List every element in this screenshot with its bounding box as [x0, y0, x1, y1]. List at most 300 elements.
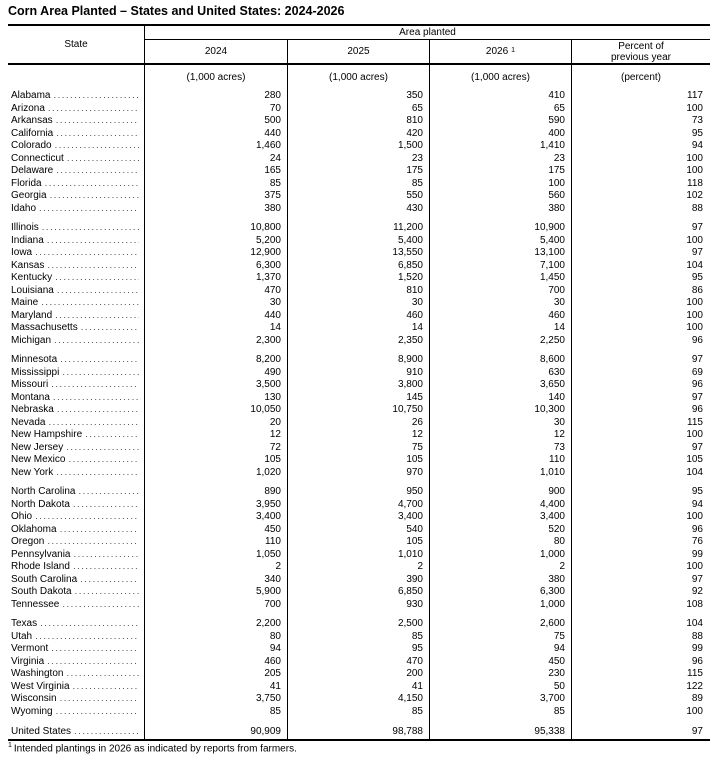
value-2024-cell: 130	[145, 392, 288, 405]
state-name: Tennessee	[11, 598, 60, 610]
state-name: New Mexico	[11, 454, 66, 465]
table-row	[8, 442, 710, 455]
value-2025-cell: 200	[288, 668, 430, 681]
spacer-cell	[430, 215, 572, 222]
value-2025-cell: 85	[288, 178, 430, 191]
value-2025-cell: 470	[288, 656, 430, 669]
dotted-leader	[73, 549, 139, 562]
value-2024-cell: 30	[145, 297, 288, 310]
table-row	[8, 586, 710, 599]
column-header-2025	[288, 40, 430, 63]
value-2025-cell: 10,750	[288, 404, 430, 417]
spacer-cell	[430, 718, 572, 726]
table-row	[8, 574, 710, 587]
state-name-cell	[8, 417, 145, 430]
table-row	[8, 417, 710, 430]
state-name: Nevada	[11, 416, 46, 428]
state-name: Pennsylvania	[11, 548, 71, 560]
state-name-cell	[8, 335, 145, 348]
state-name-cell	[8, 656, 145, 669]
value-2026-cell: 140	[430, 392, 572, 405]
value-2026-cell: 100	[430, 178, 572, 191]
percent-cell: 104	[686, 618, 703, 629]
state-name: Oklahoma	[11, 523, 57, 535]
value-2026-cell: 8,600	[430, 354, 572, 367]
percent-cell: 86	[691, 284, 703, 296]
value-2024-cell: 24	[145, 153, 288, 166]
state-name-cell	[8, 285, 145, 298]
table-row	[8, 524, 710, 537]
state-name: North Dakota	[11, 498, 70, 510]
table-row	[8, 404, 710, 417]
spacer-cell	[288, 611, 430, 618]
percent-cell: 100	[686, 152, 703, 164]
value-2026-cell: 3,650	[430, 379, 572, 392]
table-row	[8, 681, 710, 694]
value-2026-cell: 12	[430, 429, 572, 442]
value-2024-cell: 105	[145, 454, 288, 467]
value-2025-cell: 175	[288, 165, 430, 178]
table-row	[8, 599, 710, 612]
dotted-leader	[35, 631, 139, 644]
state-name-cell	[8, 706, 145, 719]
dotted-leader	[53, 392, 139, 405]
value-2026-cell: 14	[430, 322, 572, 335]
spacer-row	[8, 611, 710, 618]
value-2026-cell: 380	[430, 574, 572, 587]
dotted-leader	[35, 511, 139, 524]
state-name-cell	[8, 90, 145, 103]
value-2026-cell: 80	[430, 536, 572, 549]
spacer-cell	[288, 479, 430, 486]
state-name: Utah	[11, 630, 33, 642]
table-row	[8, 618, 710, 631]
value-2025-cell: 1,500	[288, 140, 430, 153]
dotted-leader	[51, 379, 139, 392]
value-2024-cell: 70	[145, 103, 288, 116]
percent-header-line2: previous year	[610, 51, 672, 63]
percent-cell: 88	[691, 630, 703, 642]
state-name: South Dakota	[11, 586, 72, 597]
dotted-leader	[54, 335, 139, 348]
state-name-cell	[8, 272, 145, 285]
value-2024-cell: 110	[145, 536, 288, 549]
spacer-cell	[572, 479, 710, 486]
spacer-cell	[145, 611, 288, 618]
dotted-leader	[78, 486, 139, 499]
table-row	[8, 467, 710, 480]
dotted-leader	[56, 706, 139, 719]
value-2025-cell: 65	[288, 103, 430, 116]
percent-cell: 97	[691, 573, 703, 585]
percent-cell: 95	[691, 127, 703, 139]
value-2025-cell: 420	[288, 128, 430, 141]
table-row	[8, 726, 710, 739]
value-2025-cell: 350	[288, 90, 430, 103]
table-row	[8, 297, 710, 310]
state-name: New Hampshire	[11, 429, 83, 440]
percent-cell: 122	[686, 680, 703, 692]
dotted-leader	[40, 618, 139, 631]
percent-cell: 105	[686, 454, 703, 465]
spacer-cell	[145, 347, 288, 354]
percent-cell: 100	[686, 102, 703, 114]
state-name: New York	[11, 466, 54, 478]
value-2024-cell: 8,200	[145, 354, 288, 367]
value-2025-cell: 26	[288, 417, 430, 430]
value-2024-cell: 700	[145, 599, 288, 612]
dotted-leader	[42, 222, 139, 235]
spacer-cell	[572, 718, 710, 726]
value-2024-cell: 6,300	[145, 260, 288, 273]
state-name-cell	[8, 247, 145, 260]
state-name: Arizona	[11, 102, 45, 114]
footnote	[8, 742, 297, 754]
value-2024-cell: 5,200	[145, 235, 288, 248]
state-name: Massachusetts	[11, 322, 78, 333]
spacer-row	[8, 347, 710, 354]
value-2025-cell: 145	[288, 392, 430, 405]
state-name: Colorado	[11, 140, 52, 151]
table-bottom-rule	[8, 739, 710, 741]
dotted-leader	[60, 524, 139, 537]
value-2025-cell: 3,800	[288, 379, 430, 392]
year-2025-label: 2025	[347, 46, 370, 57]
state-name-cell	[8, 681, 145, 694]
column-header-percent	[572, 40, 710, 63]
state-name: Michigan	[11, 334, 52, 346]
value-2025-cell: 75	[288, 442, 430, 455]
value-2026-cell: 7,100	[430, 260, 572, 273]
table-row	[8, 643, 710, 656]
state-column-header: State	[8, 26, 145, 63]
value-2026-cell: 85	[430, 706, 572, 719]
value-2024-cell: 2,200	[145, 618, 288, 631]
footnote-marker: 1	[511, 47, 516, 54]
column-header-2026	[430, 40, 572, 63]
state-name: Rhode Island	[11, 561, 70, 572]
state-name-cell	[8, 140, 145, 153]
percent-cell: 97	[691, 726, 703, 737]
spacer-cell	[572, 611, 710, 618]
dotted-leader	[57, 404, 139, 417]
value-2024-cell: 460	[145, 656, 288, 669]
value-2024-cell: 12	[145, 429, 288, 442]
percent-cell: 95	[691, 486, 703, 497]
state-name: Wisconsin	[11, 693, 57, 704]
state-name: California	[11, 127, 54, 139]
state-name: Alabama	[11, 90, 51, 101]
percent-cell: 102	[686, 190, 703, 201]
state-name: Mississippi	[11, 366, 60, 378]
value-2026-cell: 13,100	[430, 247, 572, 260]
percent-cell: 108	[686, 598, 703, 610]
dotted-leader	[81, 322, 139, 335]
value-2026-cell: 630	[430, 367, 572, 380]
table-row	[8, 367, 710, 380]
year-2026-label: 2026	[485, 46, 509, 57]
value-2024-cell: 80	[145, 631, 288, 644]
state-name-cell	[8, 726, 145, 739]
dotted-leader	[60, 693, 139, 706]
dotted-leader	[57, 285, 139, 298]
value-2025-cell: 14	[288, 322, 430, 335]
value-2024-cell: 85	[145, 706, 288, 719]
value-2026-cell: 560	[430, 190, 572, 203]
corn-area-planted-table	[8, 24, 710, 741]
percent-cell: 99	[691, 643, 703, 654]
value-2026-cell: 1,450	[430, 272, 572, 285]
state-name-cell	[8, 429, 145, 442]
value-2024-cell: 3,750	[145, 693, 288, 706]
value-2026-cell: 2	[430, 561, 572, 574]
state-name: Idaho	[11, 202, 37, 214]
value-2026-cell: 400	[430, 128, 572, 141]
state-name-cell	[8, 260, 145, 273]
spacer-row	[8, 479, 710, 486]
value-2024-cell: 340	[145, 574, 288, 587]
state-name: Kentucky	[11, 272, 53, 283]
state-name-cell	[8, 379, 145, 392]
value-2024-cell: 165	[145, 165, 288, 178]
state-name: Arkansas	[11, 115, 53, 126]
state-name: Maryland	[11, 309, 53, 321]
dotted-leader	[56, 467, 139, 480]
value-2026-cell: 175	[430, 165, 572, 178]
report-title: Corn Area Planted – States and United States: 2024-2026	[8, 4, 345, 18]
table-row	[8, 486, 710, 499]
value-2026-cell: 230	[430, 668, 572, 681]
percent-cell: 100	[686, 511, 703, 522]
state-name: Wyoming	[11, 705, 53, 717]
value-2026-cell: 900	[430, 486, 572, 499]
value-2026-cell: 65	[430, 103, 572, 116]
dotted-leader	[73, 561, 139, 574]
state-name: Washington	[11, 668, 64, 679]
percent-cell: 96	[691, 655, 703, 667]
value-2024-cell: 1,370	[145, 272, 288, 285]
dotted-leader	[47, 235, 139, 248]
value-2026-cell: 10,300	[430, 404, 572, 417]
percent-cell: 99	[691, 548, 703, 560]
footnote-text: Intended plantings in 2026 as indicated by reports from farmers.	[13, 743, 297, 755]
state-name-cell	[8, 203, 145, 216]
spacer-cell	[8, 347, 145, 354]
dotted-leader	[47, 536, 139, 549]
value-2025-cell: 390	[288, 574, 430, 587]
table-row	[8, 693, 710, 706]
state-name-cell	[8, 128, 145, 141]
state-name-cell	[8, 235, 145, 248]
percent-cell: 100	[686, 322, 703, 333]
spacer-cell	[288, 215, 430, 222]
value-2025-cell: 30	[288, 297, 430, 310]
value-2025-cell: 98,788	[288, 726, 430, 739]
spacer-row	[8, 718, 710, 726]
table-header	[8, 24, 710, 65]
table-row	[8, 222, 710, 235]
table-row	[8, 165, 710, 178]
spacer-cell	[430, 479, 572, 486]
value-2025-cell: 4,150	[288, 693, 430, 706]
dotted-leader	[66, 668, 139, 681]
table-row	[8, 103, 710, 116]
state-name: Kansas	[11, 259, 45, 271]
dotted-leader	[67, 153, 139, 166]
table-row	[8, 140, 710, 153]
value-2024-cell: 85	[145, 178, 288, 191]
state-name-cell	[8, 561, 145, 574]
value-2026-cell: 1,010	[430, 467, 572, 480]
value-2024-cell: 14	[145, 322, 288, 335]
state-name-cell	[8, 668, 145, 681]
dotted-leader	[47, 260, 139, 273]
value-2026-cell: 6,300	[430, 586, 572, 599]
state-name: Georgia	[11, 190, 47, 201]
percent-cell: 100	[686, 429, 703, 440]
percent-cell: 96	[691, 334, 703, 346]
state-name: Montana	[11, 391, 50, 403]
state-name: Florida	[11, 177, 42, 189]
table-row	[8, 178, 710, 191]
value-2026-cell: 380	[430, 203, 572, 216]
table-row	[8, 322, 710, 335]
table-row	[8, 235, 710, 248]
dotted-leader	[66, 442, 139, 455]
value-2025-cell: 810	[288, 115, 430, 128]
percent-cell: 104	[686, 466, 703, 478]
value-2024-cell: 2	[145, 561, 288, 574]
value-2026-cell: 2,600	[430, 618, 572, 631]
percent-cell: 97	[691, 222, 703, 233]
table-row	[8, 454, 710, 467]
state-name-cell	[8, 190, 145, 203]
value-2025-cell: 950	[288, 486, 430, 499]
table-row	[8, 668, 710, 681]
dotted-leader	[50, 190, 139, 203]
value-2024-cell: 1,050	[145, 549, 288, 562]
value-2025-cell: 8,900	[288, 354, 430, 367]
dotted-leader	[68, 454, 139, 467]
percent-cell: 69	[691, 366, 703, 378]
state-name-cell	[8, 153, 145, 166]
percent-cell: 118	[687, 177, 703, 189]
table-row	[8, 285, 710, 298]
value-2024-cell: 375	[145, 190, 288, 203]
value-2025-cell: 810	[288, 285, 430, 298]
value-2026-cell: 94	[430, 643, 572, 656]
value-2024-cell: 1,020	[145, 467, 288, 480]
value-2024-cell: 12,900	[145, 247, 288, 260]
percent-cell: 97	[691, 247, 703, 258]
spacer-cell	[8, 215, 145, 222]
value-2025-cell: 95	[288, 643, 430, 656]
units-state-cell	[8, 65, 145, 90]
value-2025-cell: 6,850	[288, 260, 430, 273]
value-2026-cell: 3,400	[430, 511, 572, 524]
value-2025-cell: 2,350	[288, 335, 430, 348]
table-row	[8, 379, 710, 392]
state-name-cell	[8, 354, 145, 367]
column-header-2024	[145, 40, 288, 63]
state-name: Louisiana	[11, 284, 54, 296]
spacer-cell	[8, 479, 145, 486]
table-row	[8, 354, 710, 367]
state-name-cell	[8, 404, 145, 417]
value-2026-cell: 50	[430, 681, 572, 694]
value-2024-cell: 500	[145, 115, 288, 128]
state-name: Oregon	[11, 536, 45, 547]
value-2025-cell: 12	[288, 429, 430, 442]
dotted-leader	[60, 354, 139, 367]
state-name: New Jersey	[11, 441, 64, 453]
state-name-cell	[8, 165, 145, 178]
state-name: Indiana	[11, 234, 44, 246]
state-name: North Carolina	[11, 486, 76, 497]
value-2026-cell: 1,000	[430, 599, 572, 612]
spacer-cell	[8, 718, 145, 726]
value-2026-cell: 410	[430, 90, 572, 103]
value-2025-cell: 1,520	[288, 272, 430, 285]
spacer-cell	[572, 347, 710, 354]
table-row	[8, 310, 710, 323]
value-2026-cell: 75	[430, 631, 572, 644]
state-name: Iowa	[11, 247, 33, 258]
percent-cell: 94	[691, 498, 703, 510]
dotted-leader	[48, 417, 139, 430]
value-2026-cell: 1,000	[430, 549, 572, 562]
dotted-leader	[62, 367, 139, 380]
dotted-leader	[74, 726, 139, 739]
units-2025-cell: (1,000 acres)	[288, 65, 430, 90]
value-2024-cell: 2,300	[145, 335, 288, 348]
units-2024-cell: (1,000 acres)	[145, 65, 288, 90]
state-name-cell	[8, 574, 145, 587]
table-row	[8, 536, 710, 549]
percent-cell: 88	[691, 202, 703, 214]
value-2024-cell: 3,500	[145, 379, 288, 392]
state-name-cell	[8, 310, 145, 323]
state-name-cell	[8, 524, 145, 537]
value-2024-cell: 490	[145, 367, 288, 380]
value-2025-cell: 540	[288, 524, 430, 537]
table-row	[8, 631, 710, 644]
value-2024-cell: 20	[145, 417, 288, 430]
state-name-cell	[8, 536, 145, 549]
dotted-leader	[48, 103, 139, 116]
value-2024-cell: 5,900	[145, 586, 288, 599]
value-2026-cell: 23	[430, 153, 572, 166]
value-2026-cell: 4,400	[430, 499, 572, 512]
percent-cell: 100	[686, 309, 703, 321]
table-row	[8, 247, 710, 260]
value-2025-cell: 550	[288, 190, 430, 203]
value-2025-cell: 970	[288, 467, 430, 480]
value-2026-cell: 5,400	[430, 235, 572, 248]
dotted-leader	[47, 656, 139, 669]
footnote-superscript: 1	[8, 742, 12, 749]
percent-cell: 96	[691, 379, 703, 390]
value-2025-cell: 910	[288, 367, 430, 380]
dotted-leader	[85, 429, 139, 442]
percent-cell: 73	[691, 115, 703, 126]
table-body	[8, 90, 710, 739]
year-2024-label: 2024	[204, 46, 228, 57]
percent-cell: 89	[691, 693, 703, 704]
state-name-cell	[8, 103, 145, 116]
value-2024-cell: 890	[145, 486, 288, 499]
state-name: Delaware	[11, 165, 54, 176]
